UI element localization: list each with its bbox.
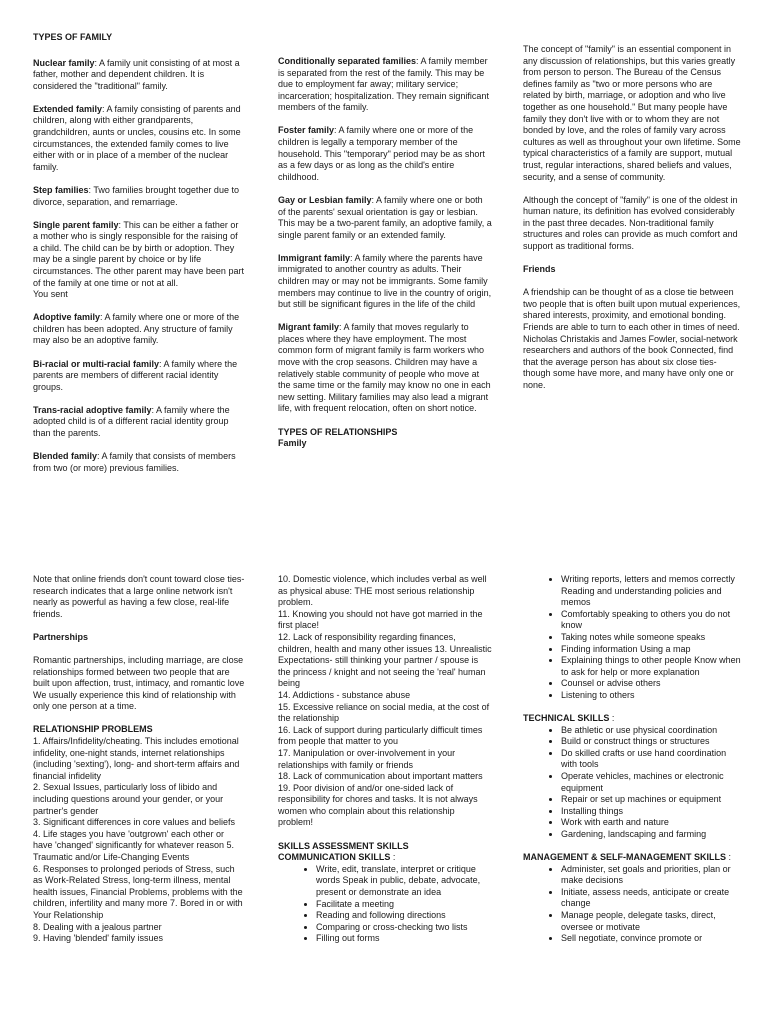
relationship-problems-list-continued	[278, 574, 492, 829]
family-type-entry	[33, 405, 245, 440]
communication-skills-list-continued	[523, 574, 741, 702]
relationship-problems-heading: RELATIONSHIP PROBLEMS	[33, 724, 153, 735]
skill-item: • Comfortably speaking to others you do not know	[561, 609, 741, 632]
family-type-entry	[33, 104, 245, 174]
skill-item: • Write, edit, translate, interpret or critique words Speak in public, debate, advocate, present or demonstrate an idea	[316, 864, 492, 899]
relationship-problem-item: 3. Significant differences in core values and beliefs	[33, 817, 235, 828]
family-type-description: : A family where the parents are members of different racial identity groups.	[33, 358, 238, 392]
skill-item: • Comparing or cross-checking two lists	[316, 922, 492, 934]
communication-skills-heading	[278, 852, 492, 864]
family-type-description: : This can be either a father or a mother who is singly responsible for the raising of a child. The child can be by birth or adoption. They may be a single parent by choice or by life circumstances. The other parent may have been part of the family at one time or not at all.	[33, 219, 244, 288]
colon: :	[726, 852, 732, 863]
types-of-family-heading: TYPES OF FAMILY	[33, 32, 113, 42]
relationship-problem-item: 17. Manipulation or over-involvement in your relationships with family or friends	[278, 747, 456, 770]
relationship-problem-item: 12. Lack of responsibility regarding finances, children, health and many other issues 13. Unrealistic Expectations- still thinking your partner / spouse is the princess / knight and not seeing the 'real' human being	[278, 631, 492, 689]
family-type-term: Conditionally separated families	[278, 56, 417, 66]
relationship-problem-item: 9. Having 'blended' family issues	[33, 933, 164, 944]
skill-item: • Sell negotiate, convince promote or	[561, 933, 741, 945]
family-type-term: Extended family	[33, 103, 103, 114]
family-type-term: Immigrant family	[278, 252, 351, 263]
skill-item: • Gardening, landscaping and farming	[561, 829, 741, 841]
family-type-entry	[33, 58, 245, 93]
family-type-description: : A family consisting of parents and children, along with either grandparents, grandchildren, aunts or uncles, cousins etc. In some circumstances, the extended family comes to live either with or in place of a member of the nuclear family.	[33, 103, 241, 172]
skill-item: • Reading and following directions	[316, 910, 492, 922]
top-column-2	[278, 56, 492, 461]
family-type-description: : A family where one or more of the children is legally a temporary member of the household. This "temporary" period may be as short as a few days or as long as the child's entire childhood.	[278, 125, 485, 182]
management-skills-list	[523, 864, 741, 945]
colon: :	[390, 852, 396, 863]
family-type-term: Foster family	[278, 125, 335, 136]
family-type-entry	[33, 220, 245, 301]
skill-item: • Taking notes while someone speaks	[561, 632, 741, 644]
top-column-1	[33, 32, 245, 486]
family-type-entry	[33, 451, 245, 474]
partnerships-paragraph: Romantic partnerships, including marriage, are close relationships formed between two people that are built upon affection, trust, intimacy, and romantic love We usually experience this kind of relationship with only one person at a time.	[33, 654, 245, 712]
family-type-term: Adoptive family	[33, 312, 101, 323]
extra-note: You sent	[33, 289, 68, 300]
relationship-problems-list	[33, 736, 245, 945]
bottom-column-3	[523, 574, 741, 956]
family-concept-paragraph: The concept of "family" is an essential component in any discussion of relationships, but this varies greatly from person to person. The Bureau of the Census defines family as "two or more persons who are related by birth, marriage, or adoption and who live together as one household." But many people have family they don't live with or to whom they are not bonded by love, and the roles of family vary across cultures as well as throughout your own lifetime. Some typical characteristics of a family are support, mutual trust, regular interactions, shared beliefs and values, security, and a sense of community.	[523, 44, 741, 182]
relationship-problem-item: 4. Life stages you have 'outgrown' each other or have 'changed' significantly for whatever reason 5. Traumatic and/or Life-Changing Events	[33, 828, 235, 862]
family-type-description: : A family member is separated from the rest of the family. This may be due to employment far away; military service; incarceration; hospitalization. They remain significant members of the family.	[278, 56, 489, 113]
skill-item: • Be athletic or use physical coordination	[561, 725, 741, 737]
family-type-entry	[33, 185, 245, 208]
family-type-entry	[33, 312, 245, 347]
family-type-list-continued	[278, 56, 492, 415]
family-type-term: Single parent family	[33, 219, 119, 230]
family-subheading: Family	[278, 438, 307, 449]
friends-heading: Friends	[523, 264, 556, 275]
family-type-entry	[278, 125, 492, 183]
family-type-description: : A family where one or more of the children has been adopted. Any structure of family may also be an adoptive family.	[33, 312, 240, 346]
skill-item: • Manage people, delegate tasks, direct, oversee or motivate	[561, 910, 741, 933]
family-type-description: : A family where the parents have immigrated to another country as adults. Their children may or may not be immigrants. Some family members may continue to live in the country of origin, but still be significant figures in the life of the child	[278, 252, 492, 310]
skill-item: • Facilitate a meeting	[316, 899, 492, 911]
skills-assessment-heading: SKILLS ASSESSMENT SKILLS	[278, 840, 409, 851]
technical-skills-heading	[523, 713, 741, 725]
family-type-term: Blended family	[33, 451, 98, 462]
skill-item: • Installing things	[561, 806, 741, 818]
family-type-entry	[278, 56, 492, 114]
bottom-column-2	[278, 574, 492, 956]
friendship-paragraph: A friendship can be thought of as a close tie between two people that is often built upon mutual experiences, shared interests, proximity, and emotional bonding. Friends are able to turn to each other in times of need. Nicholas Christakis and James Fowler, social-network researchers and authors of the book Connected, find that the average person has about six close ties-though some have more, and many have only one or none.	[523, 287, 741, 390]
family-type-list	[33, 58, 245, 475]
colon: :	[609, 713, 615, 724]
technical-skills-label: TECHNICAL SKILLS	[523, 713, 610, 724]
skill-item: • Counsel or advise others	[561, 678, 741, 690]
family-type-description: : A family that moves regularly to places where they have employment. The most common form of migrant family is farm workers who move with the crop seasons. Children may have a relatively stable community of people who move at the same time or the family may know no one in each new setting. Military families may also lead a migrant life, with frequent relocation, often on short notice.	[278, 322, 491, 414]
skill-item: • Writing reports, letters and memos correctly Reading and understanding policies and memos	[561, 574, 741, 609]
types-of-relationships-heading: TYPES OF RELATIONSHIPS	[278, 426, 398, 437]
family-type-term: Bi-racial or multi-racial family	[33, 358, 160, 369]
top-column-3	[523, 44, 741, 403]
family-evolution-paragraph: Although the concept of "family" is one of the oldest in human nature, its definition has evolved considerably in the past three decades. Non-traditional family structures and roles can provide as much comfort and support as traditional forms.	[523, 194, 738, 251]
relationship-problem-item: 10. Domestic violence, which includes verbal as well as physical abuse: THE most serious relationship problem.	[278, 574, 487, 608]
family-type-description: : Two families brought together due to divorce, separation, and remarriage.	[33, 184, 239, 207]
partnerships-heading: Partnerships	[33, 631, 89, 642]
relationship-problem-item: 1. Affairs/Infidelity/cheating. This includes emotional infidelity, one-night stands, internet relationships (including 'sexting'), long- and short-term affairs and financial infidelity	[33, 736, 240, 781]
skill-item: • Do skilled crafts or use hand coordination with tools	[561, 748, 741, 771]
technical-skills-list	[523, 725, 741, 841]
relationship-problem-item: 15. Excessive reliance on social media, at the cost of the relationship	[278, 701, 490, 724]
family-type-term: Gay or Lesbian family	[278, 194, 372, 205]
skill-item: • Work with earth and nature	[561, 817, 741, 829]
family-type-term: Trans-racial adoptive family	[33, 404, 152, 415]
skill-item: • Repair or set up machines or equipment	[561, 794, 741, 806]
family-type-description: : A family unit consisting of at most a father, mother and dependent children. It is considered the "traditional" family.	[33, 57, 240, 91]
relationship-problem-item: 8. Dealing with a jealous partner	[33, 921, 162, 932]
skill-item: • Filling out forms	[316, 933, 492, 945]
family-type-term: Nuclear family	[33, 57, 95, 68]
family-type-entry	[278, 322, 492, 415]
relationship-problem-item: 11. Knowing you should not have got married in the first place!	[278, 608, 483, 631]
skill-item: • Build or construct things or structures	[561, 736, 741, 748]
family-type-description: : A family that consists of members from two (or more) previous families.	[33, 451, 236, 473]
relationship-problem-item: 18. Lack of communication about important matters	[278, 771, 483, 782]
relationship-problem-item: 2. Sexual Issues, particularly loss of libido and including questions around your gender, or your partner's gender	[33, 782, 224, 816]
skill-item: • Listening to others	[561, 690, 741, 702]
communication-skills-list	[278, 864, 492, 945]
skill-item: • Explaining things to other people Know when to ask for help or more explanation	[561, 655, 741, 678]
management-skills-heading	[523, 852, 741, 864]
family-type-entry	[278, 253, 492, 311]
bottom-column-1	[33, 574, 245, 945]
relationship-problem-item: 6. Responses to prolonged periods of Stress, such as Work-Related Stress, long-term illness, mental health issues, Financial Problems, problems with the children, infertility and many more 7. Bored in or with Your Relationship	[33, 863, 243, 920]
management-skills-label: MANAGEMENT & SELF-MANAGEMENT SKILLS	[523, 852, 726, 863]
skill-item: • Administer, set goals and priorities, plan or make decisions	[561, 864, 741, 887]
relationship-problem-item: 16. Lack of support during particularly difficult times from people that matter to you	[278, 724, 483, 747]
communication-skills-label: COMMUNICATION SKILLS	[278, 852, 391, 863]
family-type-description: : A family where the adopted child is of a different racial identity group than the parents.	[33, 404, 230, 439]
skill-item: • Finding information Using a map	[561, 644, 741, 656]
skill-item: • Operate vehicles, machines or electronic equipment	[561, 771, 741, 794]
family-type-term: Step families	[33, 184, 89, 195]
family-type-entry	[278, 195, 492, 241]
relationship-problem-item: 19. Poor division of and/or one-sided lack of responsibility for chores and tasks. It is not always women who complain about this relationship problem!	[278, 782, 478, 828]
family-type-entry	[33, 359, 245, 394]
skill-item: • Initiate, assess needs, anticipate or create change	[561, 887, 741, 910]
relationship-problem-item: 14. Addictions - substance abuse	[278, 689, 411, 700]
family-type-description: : A family where one or both of the parents' sexual orientation is gay or lesbian. This may be a two-parent family, an adoptive family, a single parent family or an extended family.	[278, 194, 492, 240]
family-type-term: Migrant family	[278, 322, 340, 333]
online-friends-paragraph: Note that online friends don't count toward close ties-research indicates that a large online network isn't nearly as powerful as having a few close, real-life friends.	[33, 574, 245, 619]
